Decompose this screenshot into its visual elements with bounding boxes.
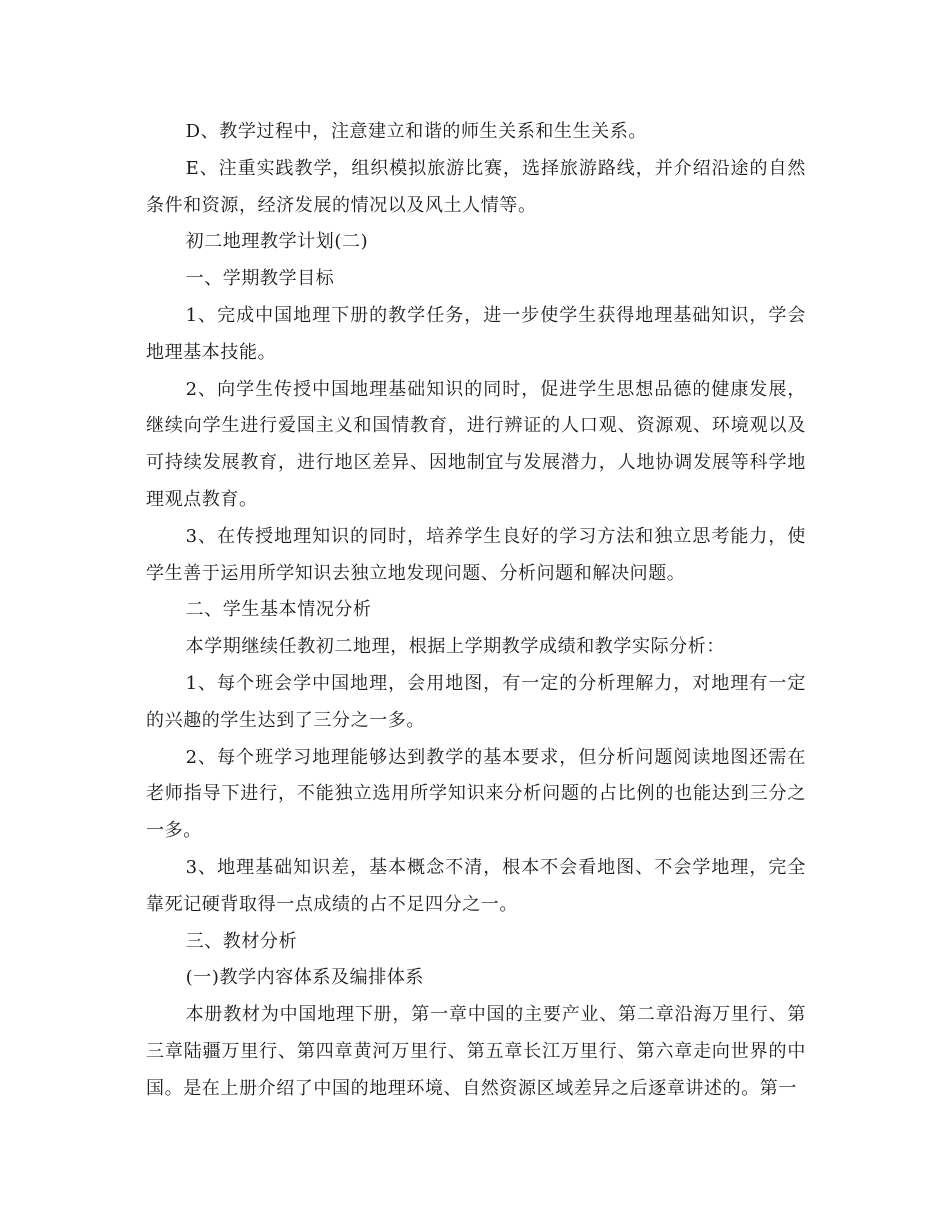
heading-textbook-analysis: 三、教材分析 xyxy=(185,930,298,952)
document-body xyxy=(146,114,806,1108)
paragraph-analysis-1: 1、每个班会学中国地理，会用地图，有一定的分析理解力，对地理有一定的兴趣的学生达到了三分之一多。 xyxy=(146,672,806,731)
paragraph-analysis-2: 2、每个班学习地理能够达到教学的基本要求，但分析问题阅读地图还需在老师指导下进行，不能独立选用所学知识来分析问题的占比例的也能达到三分之一多。 xyxy=(146,746,806,842)
paragraph-goal-3: 3、在传授地理知识的同时，培养学生良好的学习方法和独立思考能力，使学生善于运用所学知识去独立地发现问题、分析问题和解决问题。 xyxy=(146,525,806,584)
paragraph-analysis-intro: 本学期继续任教初二地理，根据上学期教学成绩和教学实际分析： xyxy=(185,636,725,658)
paragraph-practice-teaching: E、注重实践教学，组织模拟旅游比赛，选择旅游路线，并介绍沿途的自然条件和资源，经济发展的情况以及风土人情等。 xyxy=(146,157,806,216)
paragraph-textbook-content: 本册教材为中国地理下册，第一章中国的主要产业、第二章沿海万里行、第三章陆疆万里行、第四章黄河万里行、第五章长江万里行、第六章走向世界的中国。是在上册介绍了中国的地理环境、自然资源区域差异之后逐章讲述的。第一 xyxy=(146,1004,806,1099)
subheading-content-system: (一)教学内容体系及编排体系 xyxy=(185,967,425,989)
paragraph-analysis-3: 3、地理基础知识差，基本概念不清，根本不会看地图、不会学地理，完全靠死记硬背取得一点成绩的占不足四分之一。 xyxy=(146,856,806,915)
paragraph-teaching-relationship: D、教学过程中，注意建立和谐的师生关系和生生关系。 xyxy=(185,121,648,142)
paragraph-goal-2: 2、向学生传授中国地理基础知识的同时，促进学生思想品德的健康发展，继续向学生进行爱国主义和国情教育，进行辨证的人口观、资源观、环境观以及可持续发展教育，进行地区差异、因地制宜与发展潜力，人地协调发展等科学地理观点教育。 xyxy=(146,378,806,510)
section-title-plan-two: 初二地理教学计划(二) xyxy=(185,231,369,253)
paragraph-goal-1: 1、完成中国地理下册的教学任务，进一步使学生获得地理基础知识，学会地理基本技能。 xyxy=(146,304,806,363)
heading-student-analysis: 二、学生基本情况分析 xyxy=(185,599,372,621)
heading-semester-goals: 一、学期教学目标 xyxy=(185,268,335,290)
